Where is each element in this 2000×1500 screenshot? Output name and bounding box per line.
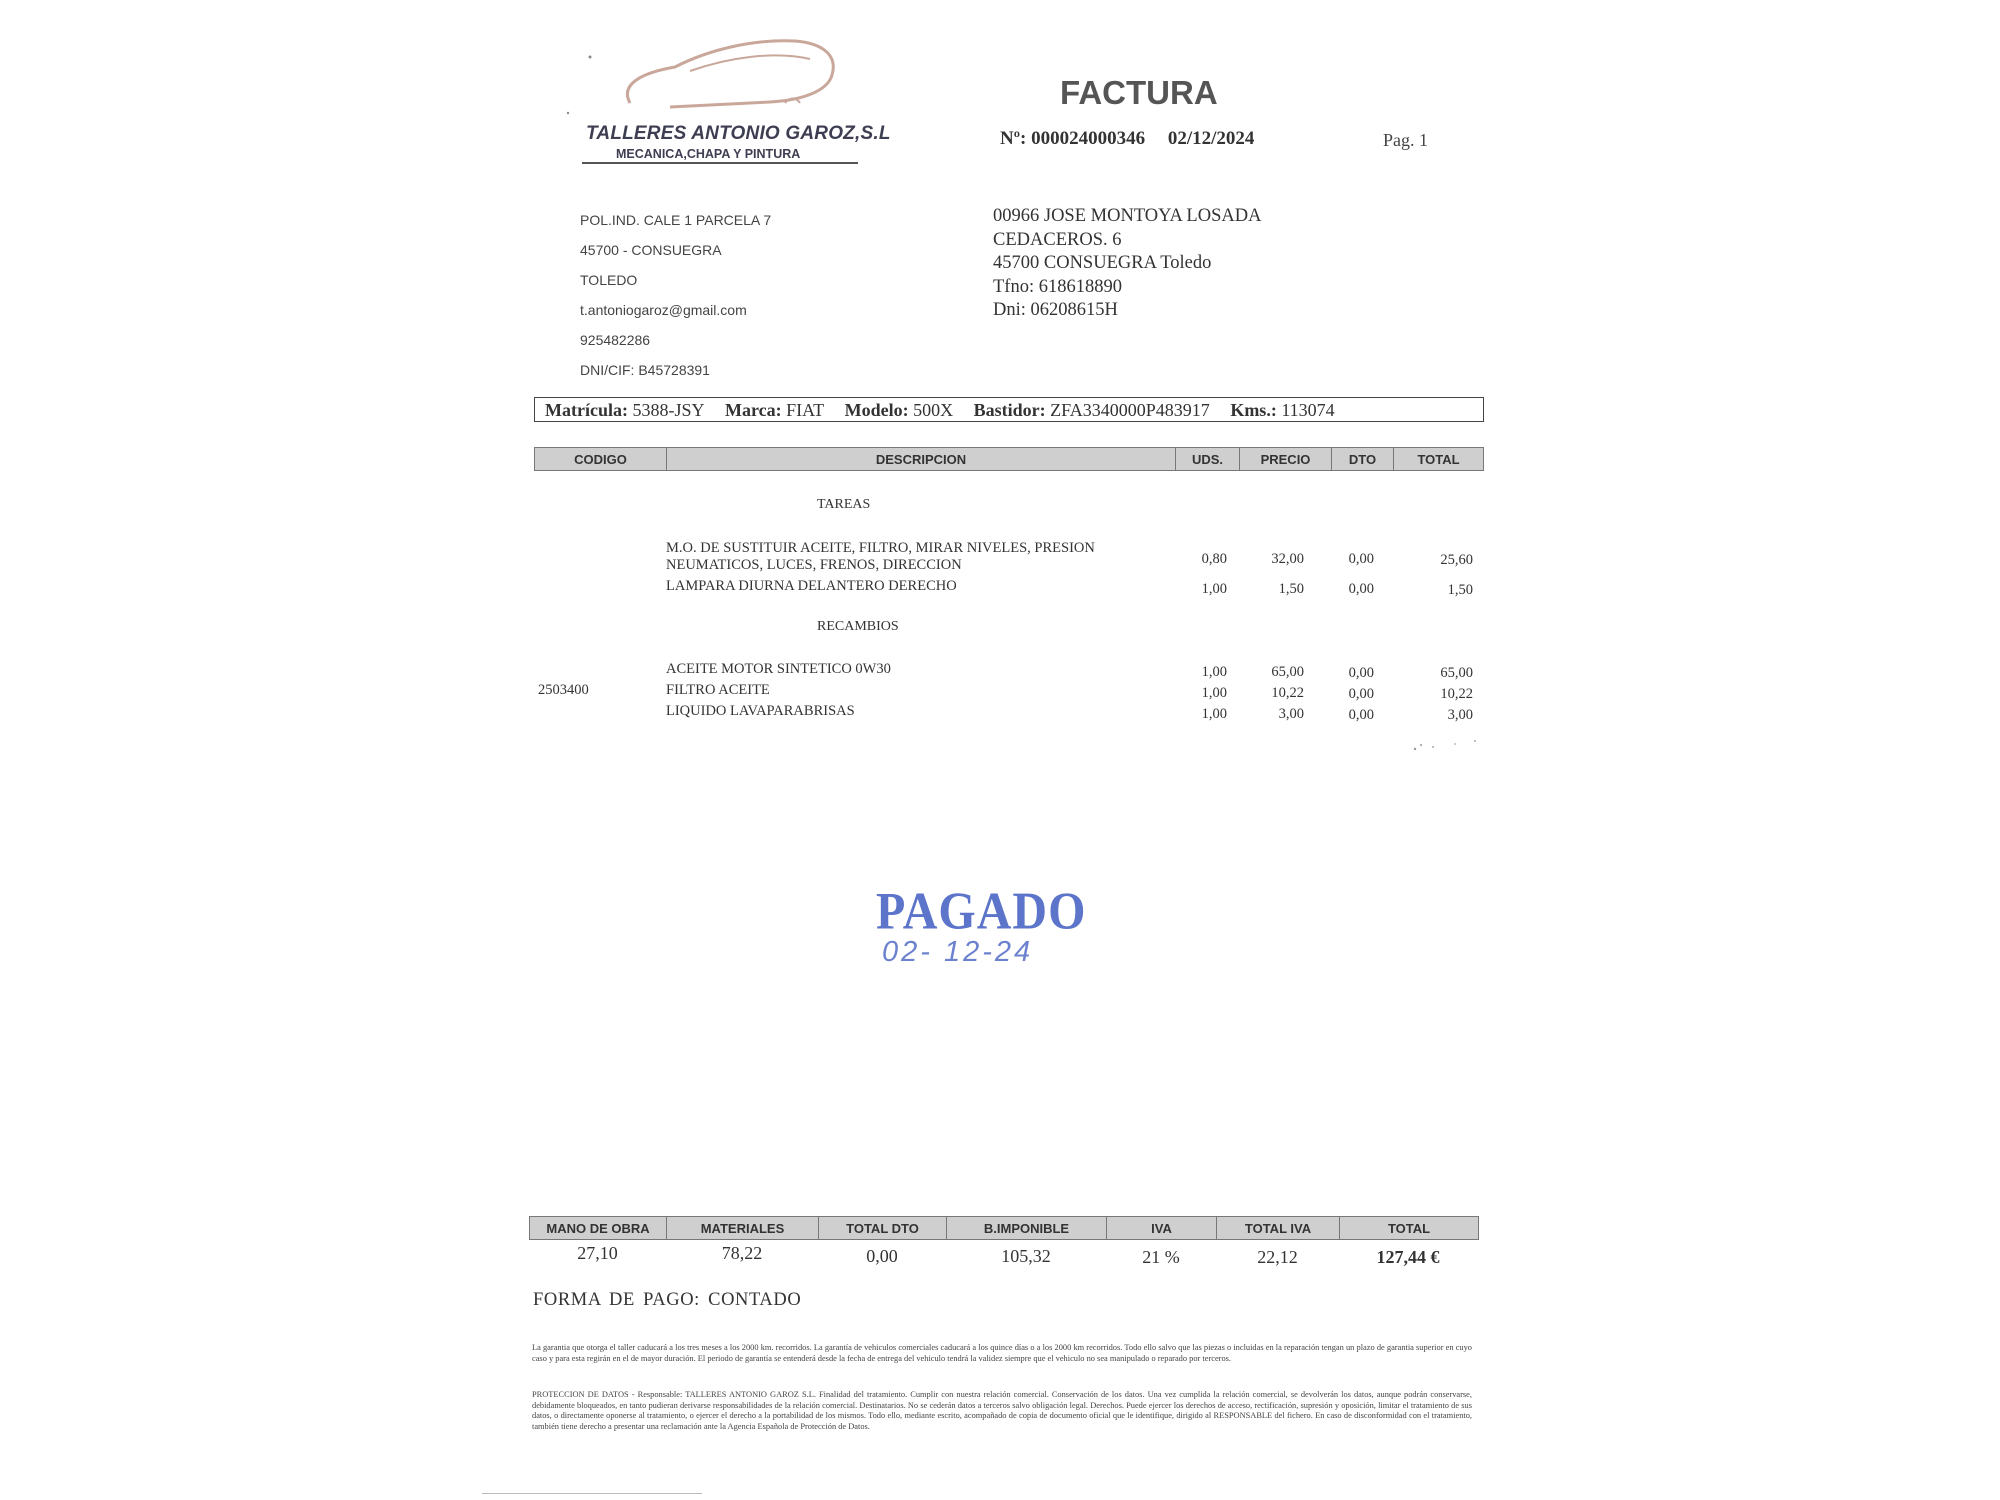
item-dto: 0,00 [1348, 581, 1374, 597]
item-uds: 1,00 [1201, 706, 1227, 722]
paid-stamp: PAGADO [876, 882, 1087, 941]
customer-id: Dni: 06208615H [993, 300, 1118, 320]
customer-phone: Tfno: 618618890 [993, 276, 1122, 297]
header-descripcion: DESCRIPCION [667, 448, 1176, 470]
item-description: ACEITE MOTOR SINTETICO 0W30 [666, 661, 891, 677]
marca-label: Marca: [724, 400, 782, 420]
customer-block [993, 205, 1261, 323]
header-total-iva: TOTAL IVA [1217, 1217, 1340, 1239]
matricula-value: 5388-JSY [632, 400, 705, 420]
vehicle-info-box [534, 397, 1484, 422]
item-dto: 0,00 [1348, 665, 1374, 681]
totals-table-header [529, 1216, 1479, 1240]
company-address-line: TOLEDO [580, 272, 638, 288]
item-precio: 32,00 [1271, 551, 1304, 567]
section-title-recambios: RECAMBIOS [817, 619, 899, 634]
header-uds: UDS. [1176, 448, 1240, 470]
item-uds: 1,00 [1201, 581, 1227, 597]
company-email: t.antoniogaroz@gmail.com [580, 302, 747, 318]
modelo-label: Modelo: [844, 400, 909, 420]
item-code: 2503400 [538, 682, 589, 698]
item-total: 3,00 [1447, 707, 1473, 723]
payment-method: FORMA DE PAGO: CONTADO [533, 1290, 802, 1310]
invoice-date: 02/12/2024 [1167, 128, 1255, 149]
company-logo [560, 35, 891, 165]
company-tagline: MECANICA,CHAPA Y PINTURA [616, 147, 801, 161]
item-total: 1,50 [1447, 582, 1473, 598]
total-iva-amount: 22,12 [1257, 1247, 1298, 1267]
marca-value: FIAT [786, 400, 825, 420]
item-dto: 0,00 [1348, 707, 1374, 723]
header-total-dto: TOTAL DTO [819, 1217, 947, 1239]
company-address [580, 205, 771, 385]
item-description-line: M.O. DE SUSTITUIR ACEITE, FILTRO, MIRAR NIVELES, PRESION [666, 540, 1095, 556]
invoice-number-date [1000, 128, 1272, 150]
total-materiales: 78,22 [721, 1243, 763, 1263]
item-dto: 0,00 [1348, 686, 1374, 702]
company-address-line: POL.IND. CALE 1 PARCELA 7 [580, 212, 772, 228]
kms-label: Kms.: [1230, 400, 1277, 420]
item-dto: 0,00 [1348, 551, 1374, 567]
section-title-tareas: TAREAS [817, 497, 871, 512]
item-total: 65,00 [1440, 665, 1473, 681]
item-uds: 1,00 [1201, 664, 1227, 680]
item-precio: 1,50 [1278, 581, 1304, 597]
item-uds: 1,00 [1201, 685, 1227, 701]
matricula-label: Matrícula: [545, 400, 628, 420]
item-description-line: NEUMATICOS, LUCES, FRENOS, DIRECCION [666, 557, 962, 573]
bastidor-label: Bastidor: [973, 400, 1046, 420]
total-b-imponible: 105,32 [1001, 1246, 1051, 1266]
paid-stamp-date: 02- 12-24 [882, 936, 1034, 968]
privacy-notice: PROTECCION DE DATOS - Responsable: TALLERES ANTONIO GAROZ S.L. Finalidad del tratamiento. Cumplir con nuestra relación comercial. Conservación de los datos. Una vez cumplida la relación comercial, se devolverán los datos, aunque podrán conservarse, debidamente bloqueados, en tanto pudieran derivarse responsabilidades de la relación comercial. Destinatarios. No se cederán datos a terceros salvo obligación legal. Derechos. Puede ejercer los derechos de acceso, rectificación, supresión y oposición, limitar el tratamiento de sus datos, o directamente oponerse al tratamiento, o ejercer el derecho a la portabilidad de los mismos. Todo ello, mediante escrito, acompañado de copia de documento oficial que le identifique, dirigido al RESPONSABLE del fichero. En caso de disconformidad con el tratamiento, también tiene derecho a presentar una reclamación ante la Agencia Española de Protección de Datos. [532, 1390, 1472, 1431]
modelo-value: 500X [913, 400, 954, 420]
customer-name: 00966 JOSE MONTOYA LOSADA [993, 206, 1262, 226]
customer-city: 45700 CONSUEGRA Toledo [993, 253, 1212, 273]
item-total: 10,22 [1440, 686, 1473, 702]
total-iva-rate: 21 % [1142, 1247, 1180, 1267]
page-number: Pag. 1 [1383, 130, 1428, 150]
invoice-number: Nº: 000024000346 [1000, 128, 1146, 149]
header-mano-de-obra: MANO DE OBRA [530, 1217, 667, 1239]
logo-underline [582, 162, 858, 164]
customer-street: CEDACEROS. 6 [993, 229, 1122, 250]
lines-table-header [534, 447, 1484, 471]
item-total: 25,60 [1440, 552, 1473, 568]
header-codigo: CODIGO [535, 448, 667, 470]
bastidor-value: ZFA3340000P483917 [1050, 400, 1210, 420]
item-precio: 3,00 [1278, 706, 1304, 722]
header-total: TOTAL [1387, 1221, 1431, 1236]
item-description [666, 540, 1095, 574]
header-total: TOTAL [1417, 452, 1460, 467]
total-mano-de-obra: 27,10 [577, 1243, 618, 1263]
kms-value: 113074 [1281, 400, 1335, 420]
car-silhouette-icon [560, 35, 870, 125]
item-description: LIQUIDO LAVAPARABRISAS [666, 703, 855, 719]
warranty-notice: La garantia que otorga el taller caducará a los tres meses a los 2000 km. recorridos. La garantía de vehiculos comerciales caducará a los quince días o a los 2000 km recorridos. Todo ello salvo que las piezas o incluidas en la reparación tengan un plazo de garantia superior en cuyo caso y para esta regirán en el de mayor duración. El periodo de garantía se entenderá desde la fecha de entrega del vehiculo tendrá la validez siempre que el vehiculo no sea manipulado o reparado por terceros. [532, 1343, 1472, 1363]
company-tax-id: DNI/CIF: B45728391 [580, 362, 710, 378]
company-name: TALLERES ANTONIO GAROZ,S.L [586, 123, 891, 144]
company-address-line: 45700 - CONSUEGRA [580, 242, 722, 258]
company-phone: 925482286 [580, 332, 651, 348]
scan-noise [1405, 735, 1485, 755]
item-precio: 65,00 [1271, 664, 1304, 680]
scan-edge-line [482, 1493, 702, 1494]
item-description: LAMPARA DIURNA DELANTERO DERECHO [666, 578, 957, 594]
header-b-imponible: B.IMPONIBLE [947, 1217, 1107, 1239]
item-precio: 10,22 [1271, 685, 1304, 701]
item-description: FILTRO ACEITE [666, 682, 770, 698]
document-title: FACTURA [1060, 74, 1218, 111]
item-uds: 0,80 [1201, 551, 1227, 567]
header-materiales: MATERIALES [667, 1217, 819, 1239]
header-precio: PRECIO [1240, 448, 1332, 470]
header-dto: DTO [1332, 448, 1394, 470]
header-iva: IVA [1107, 1217, 1217, 1239]
total-dto: 0,00 [866, 1246, 898, 1266]
grand-total: 127,44 € [1376, 1247, 1440, 1267]
